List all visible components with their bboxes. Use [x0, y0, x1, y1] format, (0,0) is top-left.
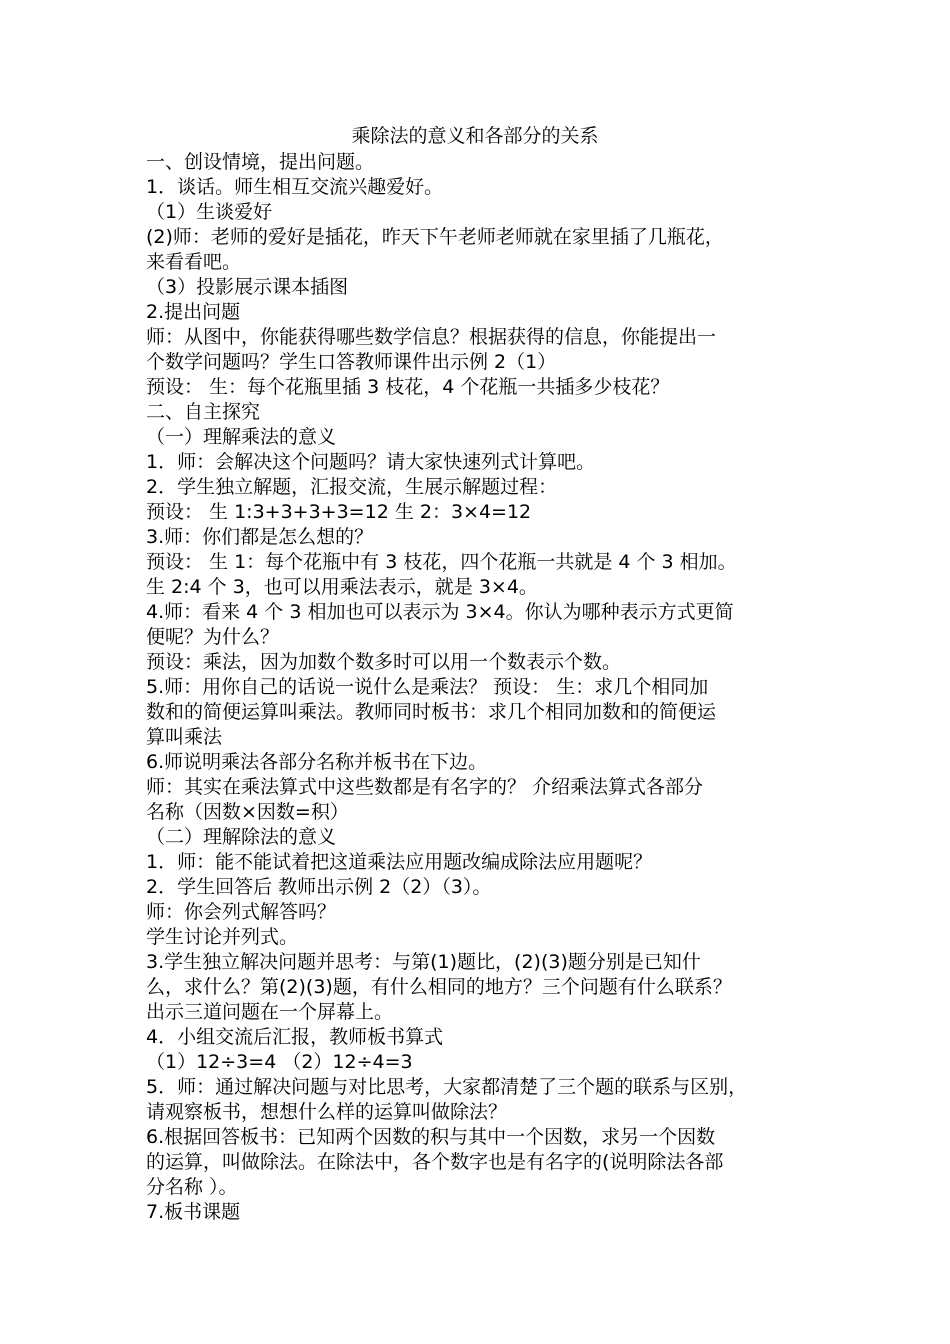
text-line: 师：你会列式解答吗？ [146, 901, 337, 923]
text-line: 师：其实在乘法算式中这些数都是有名字的？ 介绍乘法算式各部分 [146, 776, 704, 798]
document-body [146, 150, 820, 1225]
text-line: 预设：乘法，因为加数个数多时可以用一个数表示个数。 [146, 651, 622, 673]
text-line: 便呢？为什么？ [146, 626, 280, 648]
text-line: 7.板书课题 [146, 1201, 241, 1223]
text-line: 3.师：你们都是怎么想的？ [146, 526, 374, 548]
text-line: 2．学生回答后 教师出示例 2（2）（3）。 [146, 876, 492, 898]
text-line: 3.学生独立解决问题并思考：与第(1)题比，(2)(3)题分别是已知什 [146, 951, 701, 973]
text-line: 一、创设情境，提出问题。 [146, 151, 375, 173]
text-line: 预设： 生 1:3+3+3+3=12 生 2：3×4=12 [146, 501, 532, 523]
text-line: 5．师：通过解决问题与对比思考，大家都清楚了三个题的联系与区别， [146, 1076, 748, 1098]
text-line: 4．小组交流后汇报，教师板书算式 [146, 1026, 444, 1048]
document-title: 乘除法的意义和各部分的关系 [351, 125, 599, 147]
text-line: 个数学问题吗？学生口答教师课件出示例 2（1） [146, 351, 557, 373]
text-line: 4.师：看来 4 个 3 相加也可以表示为 3×4。你认为哪种表示方式更简 [146, 601, 734, 623]
text-line: （3）投影展示课本插图 [146, 276, 349, 298]
text-line: 名称（因数×因数=积） [146, 801, 349, 823]
text-line: 生 2:4 个 3，也可以用乘法表示，就是 3×4。 [146, 576, 538, 598]
text-line: 预设： 生 1：每个花瓶中有 3 枝花，四个花瓶一共就是 4 个 3 相加。 [146, 551, 737, 573]
text-line: 2.提出问题 [146, 301, 241, 323]
text-line: （1）生谈爱好 [146, 201, 273, 223]
text-line: 出示三道问题在一个屏幕上。 [146, 1001, 394, 1023]
text-line: 请观察板书，想想什么样的运算叫做除法？ [146, 1101, 508, 1123]
text-line: 算叫乘法 [146, 726, 223, 748]
text-line: 预设： 生：每个花瓶里插 3 枝花，4 个花瓶一共插多少枝花？ [146, 376, 670, 398]
text-line: 二、自主探究 [146, 401, 261, 423]
text-line: 6.师说明乘法各部分名称并板书在下边。 [146, 751, 488, 773]
text-line: 6.根据回答板书：已知两个因数的积与其中一个因数，求另一个因数 [146, 1126, 716, 1148]
text-line: 么，求什么？第(2)(3)题，有什么相同的地方？三个问题有什么联系？ [146, 976, 732, 998]
text-line: （1）12÷3=4 （2）12÷4=3 [146, 1051, 413, 1073]
text-line: 数和的简便运算叫乘法。教师同时板书：求几个相同加数和的简便运 [146, 701, 717, 723]
text-line: （二）理解除法的意义 [146, 826, 337, 848]
text-line: (2)师：老师的爱好是插花，昨天下午老师老师就在家里插了几瓶花， [146, 226, 724, 248]
text-line: 1．谈话。师生相互交流兴趣爱好。 [146, 176, 444, 198]
text-line: 学生讨论并列式。 [146, 926, 299, 948]
text-line: 的运算，叫做除法。在除法中，各个数字也是有名字的(说明除法各部 [146, 1151, 724, 1173]
text-line: 来看看吧。 [146, 251, 242, 273]
text-line: （一）理解乘法的意义 [146, 426, 337, 448]
text-line: 分名称 ）。 [146, 1176, 238, 1198]
text-line: 师：从图中，你能获得哪些数学信息？根据获得的信息，你能提出一 [146, 326, 717, 348]
text-line: 5.师：用你自己的话说一说什么是乘法？ 预设： 生：求几个相同加 [146, 676, 709, 698]
text-line: 1．师：能不能试着把这道乘法应用题改编成除法应用题呢？ [146, 851, 653, 873]
text-line: 1．师：会解决这个问题吗？请大家快速列式计算吧。 [146, 451, 596, 473]
text-line: 2．学生独立解题，汇报交流，生展示解题过程： [146, 476, 558, 498]
